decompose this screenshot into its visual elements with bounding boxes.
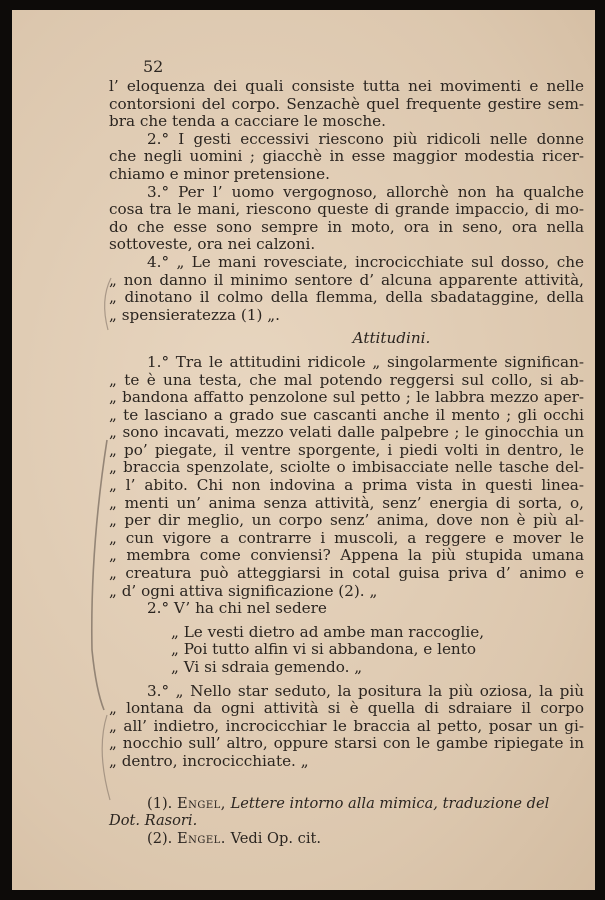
footnote-1: [109, 795, 584, 813]
text-line: 2.° I gesti eccessivi riescono più ridicoli nelle donne: [147, 129, 584, 148]
text-line: „ non danno il minimo sentore d’ alcuna apparente attività,: [109, 270, 584, 289]
text-line: 1.° Tra le attitudini ridicole „ singolarmente significan-: [147, 352, 584, 371]
text-line: „ te è una testa, che mal potendo reggersi sul collo, si ab-: [109, 370, 584, 389]
text-line: „ per dir meglio, un corpo senz’ anima, dove non è più al-: [109, 511, 584, 530]
text-line: „ all’ indietro, incrocicchiar le braccia al petto, posar un gi-: [109, 716, 584, 735]
text-line: cosa tra le mani, riescono queste di grande impaccio, di mo-: [109, 200, 584, 219]
text-line: contorsioni del corpo. Senzachè quel frequente gestire sem-: [109, 94, 584, 113]
text-line: „ membra come conviensi? Appena la più stupida umana: [109, 546, 584, 565]
text-line: „ nocchio sull’ altro, oppure starsi con le gambe ripiegate in: [109, 734, 584, 753]
text-line: „ creatura può atteggiarsi in cotal guisa priva d’ animo e: [109, 564, 584, 583]
text-line: „ l’ abito. Chi non indovina a prima vista in questi linea-: [109, 476, 584, 495]
text-line: bra che tenda a cacciare le mosche.: [109, 112, 387, 131]
text-line: „ po’ piegate, il ventre sporgente, i piedi volti in dentro, le: [109, 440, 584, 459]
footnote-1-author: Engel,: [176, 794, 226, 812]
section-heading: Attitudini.: [352, 329, 431, 348]
text-line: do che esse sono sempre in moto, ora in seno, ora nella: [109, 217, 584, 236]
text-line: „ sono incavati, mezzo velati dalle palpebre ; le ginocchia un: [109, 423, 584, 442]
page-number: 52: [143, 57, 164, 76]
footnote-1-continued: Dot. Rasori.: [109, 812, 198, 830]
footnote-1-title: Lettere intorno alla mimica, traduzione del: [230, 794, 550, 812]
text-line: „ dentro, incrocicchiate. „: [109, 751, 309, 770]
book-page: [12, 10, 595, 890]
text-line: che negli uomini ; giacchè in esse maggior modestia ricer-: [109, 147, 584, 166]
text-line: „ dinotano il colmo della flemma, della sbadataggine, della: [109, 288, 584, 307]
text-line: 2.° V’ ha chi nel sedere: [147, 599, 327, 618]
footnote-2-number: (2).: [147, 829, 173, 847]
footnote-2: [109, 830, 584, 848]
text-line: 3.° Per l’ uomo vergognoso, allorchè non ha qualche: [147, 182, 584, 201]
text-line: „ te lasciano a grado sue cascanti anche il mento ; gli occhi: [109, 405, 584, 424]
text-line: „ cun vigore a contrarre i muscoli, a reggere e mover le: [109, 528, 584, 547]
text-line: l’ eloquenza dei quali consiste tutta nei movimenti e nelle: [109, 77, 584, 95]
text-line: sottoveste, ora nei calzoni.: [109, 235, 316, 254]
body-text: [109, 78, 584, 847]
text-line: chiamo e minor pretensione.: [109, 164, 330, 183]
footnote-2-author: Engel.: [176, 829, 226, 847]
verse-line: „ Le vesti dietro ad ambe man raccoglie,: [171, 622, 485, 641]
footnote-2-text: Vedi Op. cit.: [230, 829, 321, 847]
text-line: „ bandona affatto penzolone sul petto ; le labbra mezzo aper-: [109, 388, 584, 407]
text-line: „ d’ ogni attiva significazione (2). „: [109, 581, 378, 600]
verse-line: „ Poi tutto alfin vi si abbandona, e lento: [171, 640, 476, 659]
text-line: „ spensieratezza (1) „.: [109, 305, 280, 324]
text-line: „ lontana da ogni attività si è quella di sdraiare il corpo: [109, 699, 584, 718]
text-line: „ menti un’ anima senza attività, senz’ energia di sorta, o,: [109, 493, 584, 512]
footnote-1-number: (1).: [147, 794, 173, 812]
text-line: „ braccia spenzolate, sciolte o imbisacciate nelle tasche del-: [109, 458, 584, 477]
text-line: 3.° „ Nello star seduto, la positura la più oziosa, la più: [147, 681, 584, 700]
verse-line: „ Vi si sdraia gemendo. „: [171, 658, 363, 676]
text-line: 4.° „ Le mani rovesciate, incrocicchiate sul dosso, che: [147, 252, 584, 271]
